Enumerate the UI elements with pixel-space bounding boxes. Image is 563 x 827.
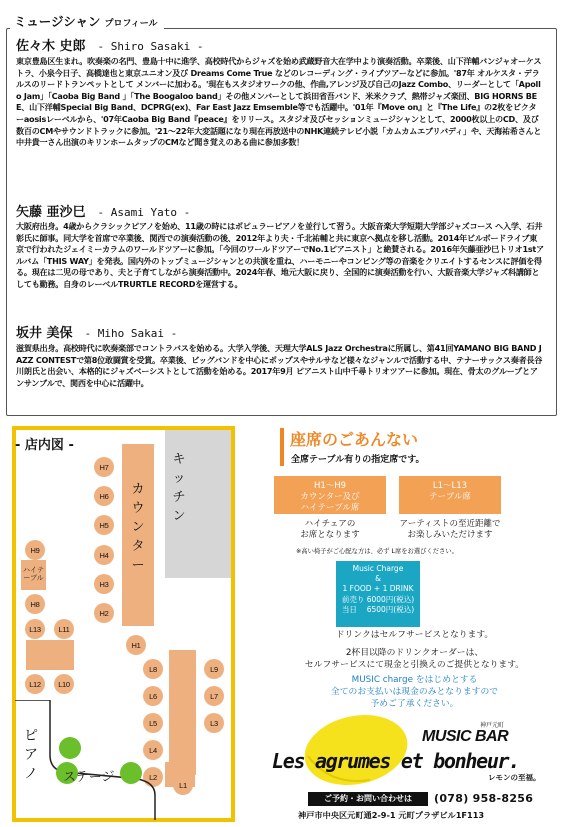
payment-note: 全てのお支払いは現金のみとなりますので	[330, 687, 499, 697]
seat-l5[interactable]: L5	[143, 713, 163, 733]
seat-h7[interactable]: H7	[94, 457, 114, 477]
seating-subtitle: 全席テーブル有りの指定席です。	[291, 455, 425, 465]
seat-l10[interactable]: L10	[54, 674, 74, 694]
payment-note: MUSIC charge をはじめとする	[351, 675, 478, 685]
kitchen-label: キッチン	[172, 452, 186, 524]
musician-name: 佐々木 史郎 - Shiro Sasaki -	[16, 39, 204, 54]
musician-bio: 大阪府出身。4歳からクラシックピアノを始め、11歳の時にはポピュラーピアノを並行して習う。大阪音楽大学短期大学部ジャズコース へ入学、石井彰氏に師事。同大学を首席で卒業後、関西での演奏活動の後、2012年より夫・千北祐輔と共に東京へ拠点を移し活動。2014年ビルボードライブ東京で行われたジェイミーカラムのワールドツアーに参加。「今回のワールドツアーでNo.1ピアニスト」と絶賛される。2016年矢藤亜沙巳トリオ1stアルバム「THIS WAY」を発表。国内外のトップミュージシャンとの共演を重ね、ハーモニーやコンピング等の音楽をクリエイトするセンスに評価を得る。現在は二児の母であり、夫と子育てしながら演奏活動中。2024年春、地元大阪に戻り、全国的に演奏活動を行い、大阪音楽大学ジャズ科講師としても勤務。自身のレーベルTRURTLE RECORDを運営する。	[16, 221, 544, 289]
seat-l11[interactable]: L11	[54, 619, 74, 639]
seat-l4[interactable]: L4	[143, 740, 163, 760]
seat-l2[interactable]: L2	[143, 767, 163, 787]
counter-label: カウンター	[131, 482, 145, 573]
high-seat-note: ハイチェアの お席となります	[300, 519, 360, 540]
accent-bar	[280, 428, 284, 466]
musician-name: 坂井 美保 - Miho Sakai -	[16, 326, 178, 341]
seat-remark: ※高い椅子がご心配な方は、必ず L席をお選びください。	[296, 548, 458, 555]
seat-l9[interactable]: L9	[204, 659, 224, 679]
payment-note: 予めご了承ください。	[370, 699, 459, 709]
seat-h6[interactable]: H6	[94, 486, 114, 506]
seat-l7[interactable]: L7	[204, 686, 224, 706]
seat-h2[interactable]: H2	[94, 603, 114, 623]
musician-name: 矢藤 亜沙巳 - Asami Yato -	[16, 205, 191, 220]
phone-number[interactable]: (078) 958-8256	[434, 792, 534, 805]
drink-note: セルフサービスにて現金と引換えのご提供となります。	[304, 660, 525, 670]
seat-l3[interactable]: L3	[204, 713, 224, 733]
table	[26, 640, 74, 670]
shop-small: 神戸元町	[480, 722, 505, 729]
contact-label: ご予約・お問い合わせは	[308, 792, 428, 806]
seat-l6[interactable]: L6	[143, 686, 163, 706]
shop-address: 神戸市中央区元町通2-9-1 元町プラザビル1F113	[298, 810, 485, 820]
high-table-label: ハイテーブル	[23, 566, 44, 582]
stage-spot-1	[59, 737, 81, 759]
shop-name: Les agrumes et bonheur.	[272, 749, 520, 773]
floor-title: - 店内図 -	[15, 438, 74, 453]
low-seat-note: アーティストの至近距離で お楽しみいただけます	[399, 519, 501, 540]
seat-h4[interactable]: H4	[94, 545, 114, 565]
seat-h3[interactable]: H3	[94, 574, 114, 594]
profile-title: ミュージシャン プロフィール	[10, 14, 164, 32]
seat-l8[interactable]: L8	[143, 659, 163, 679]
musician-bio: 東京豊島区生まれ。吹奏楽の名門、豊島十中に進学、高校時代からジャズを始め武蔵野音大在学中より演奏活動。卒業後、山下洋輔バンジャオーケストラ、小泉今日子、高橋達也と東京ユニオン及び Dreams Come True などのレコーディング・ライブツアーなどに参加。'87年 オルケスタ・デラルスのリードトランペットとして メンバーに加わる。'現在もスタジオワークの他、作曲,アレンジ及び自己のJazz Combo、リーダーとして「Apollo Jam」「Caoba Big Band 」「The Boogaloo band」その他メンバーとして浜田省吾バンド、米米クラブ、熱帯ジャズ楽団、BIG HORNS BEE、山下洋輔Special Big Band、DCPRG(ex)、Far East Jazz Emsemble等でも活躍中。'01年『Move on』と『The Life』の2枚をビクターaosisレーベルから、'07年Caoba Big Band『peace』をリリース。スタジオ及びセッションミュージシャンとして、2000枚以上のCD、及び数百のCMやサウンドトラックに参加。'21～22年大変話題になり現在再放送中のNHK連続テレビ小説「カムカムエブリバディ」や、天海祐希さんと中井貴一さん出演のキリンホームタップのCMなど聞き覚えのある曲に参加多数！	[16, 56, 542, 148]
seat-h8[interactable]: H8	[25, 594, 45, 614]
seat-h1[interactable]: H1	[126, 635, 146, 655]
high-seat-box: H1～H9 カウンター及び ハイテーブル席	[274, 476, 386, 514]
drink-note: 2杯目以降のドリンクオーダーは、	[345, 648, 484, 658]
seat-l12[interactable]: L12	[25, 674, 45, 694]
shop-tagline: レモンの至福。	[488, 773, 541, 782]
seat-h5[interactable]: H5	[94, 515, 114, 535]
seat-h9[interactable]: H9	[25, 540, 45, 560]
musician-bio: 滋賀県出身。高校時代に吹奏楽部でコントラバスを始める。大学入学後、天理大学ALS Jazz Orchestraに所属し、第41回YAMANO BIG BAND JAZZ CONTESTで第8位敢闘賞を受賞。卒業後、ビッグバンドを中心にポップスやサルサなど様々なジャンルで活動する中、テナーサックス奏者長谷川朗氏と出会い、本格的にジャズベーシストとして活動を始める。2017年9月 ピアニスト山中千尋トリオツアーに参加。現在、骨太のグループとアンサンブルで、関西を中心に活躍中。	[16, 343, 543, 388]
seat-l13[interactable]: L13	[25, 619, 45, 639]
low-seat-box: L1～L13 テーブル席	[399, 476, 501, 514]
seat-l1[interactable]: L1	[173, 775, 193, 795]
music-bar-label: MUSIC BAR	[422, 728, 509, 745]
stage-spot-3	[120, 762, 142, 784]
table	[169, 650, 196, 775]
drink-note: ドリンクはセルフサービスとなります。	[335, 630, 494, 640]
seating-title: 座席のごあんない	[290, 430, 419, 449]
music-charge-box: Music Charge & 1 FOOD + 1 DRINK 前売り 6000円(税込) 当日 6500円(税込)	[336, 561, 420, 627]
piano-label: ピアノ	[24, 728, 38, 782]
stage-label: ステージ	[63, 770, 115, 785]
